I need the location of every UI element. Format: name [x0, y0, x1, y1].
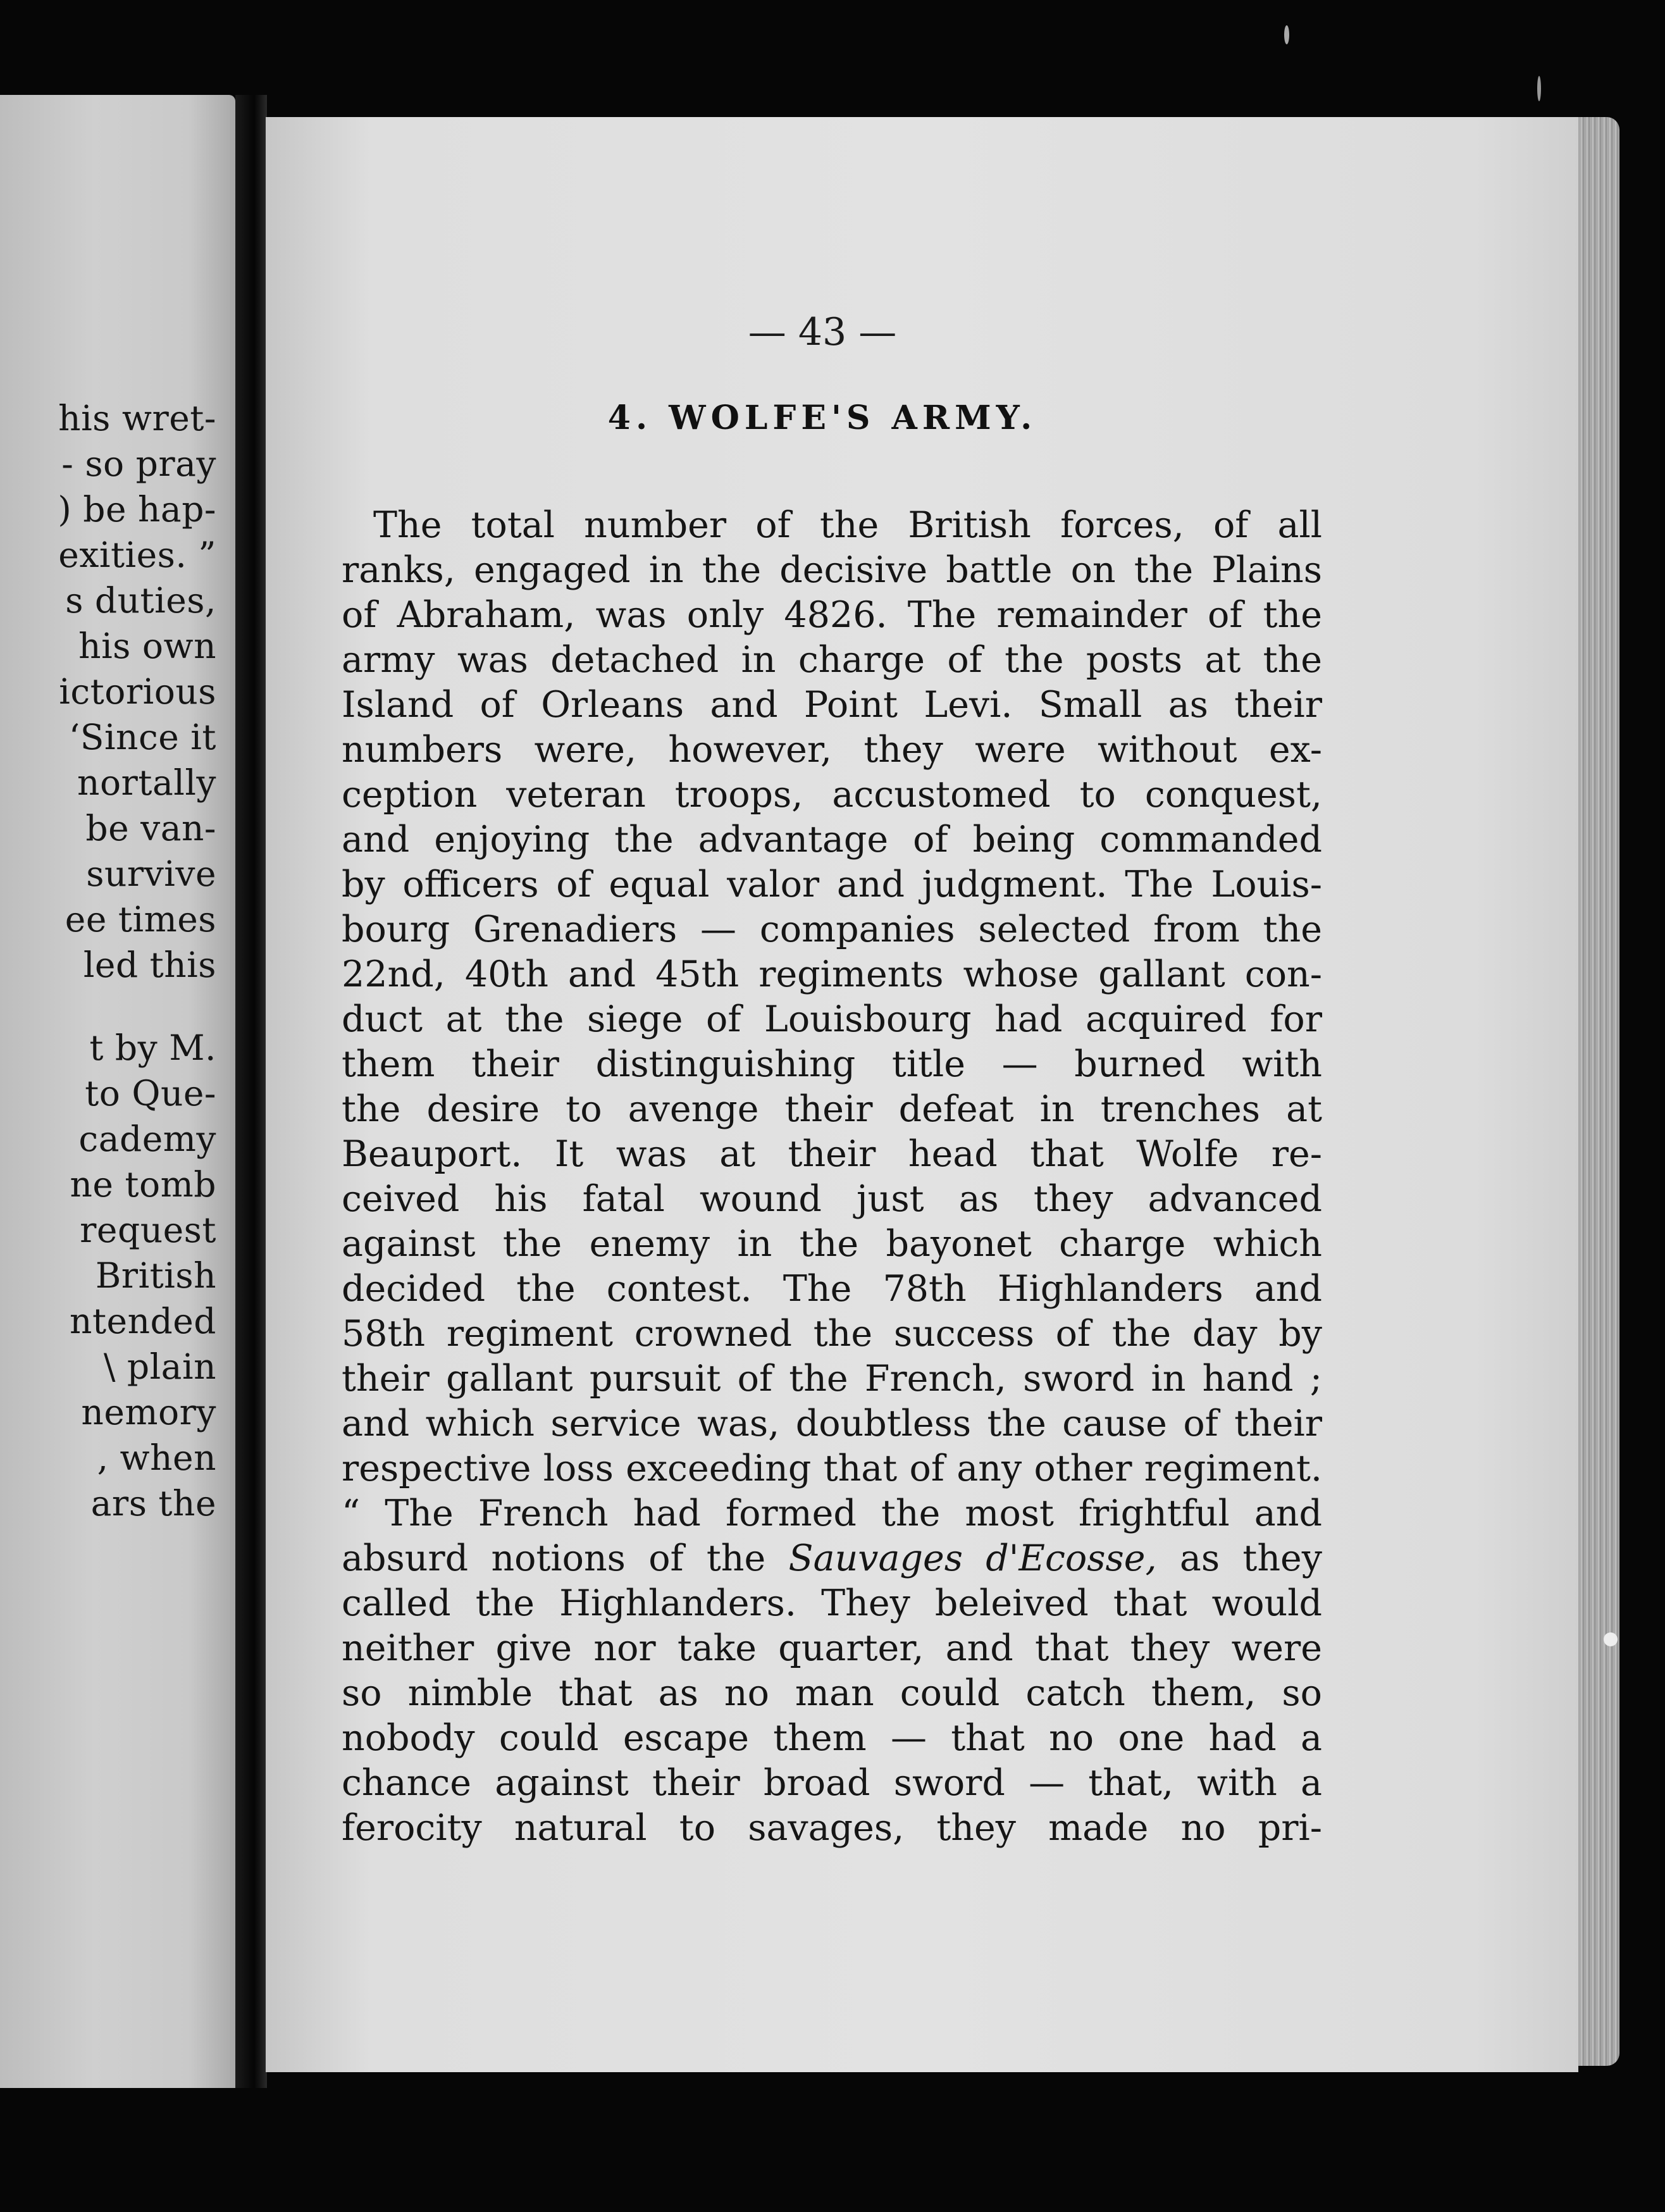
left-page-line: ars the [90, 1483, 216, 1524]
left-page-line: nemory [81, 1392, 216, 1432]
left-page-line: - so pray [61, 444, 216, 484]
left-page-line: \ plain [103, 1346, 216, 1387]
left-page-line: t by M. [89, 1028, 216, 1068]
left-page-line: ne tomb [70, 1164, 216, 1205]
chapter-heading: 4. WOLFE'S ARMY. [607, 399, 1037, 437]
left-page-line: exities. ” [58, 535, 216, 575]
left-page-line: nortally [77, 762, 216, 803]
body-text-line: “ The French had formed the most frightful and [342, 1493, 1322, 1534]
left-page-line: ‘Since it [68, 717, 216, 757]
left-page-line: be van- [85, 808, 216, 848]
body-text-line: bourg Grenadiers — companies selected from the [342, 909, 1322, 950]
body-text-line: Island of Orleans and Point Levi. Small as their [342, 684, 1322, 726]
body-text-line: them their distinguishing title — burned with [342, 1043, 1322, 1085]
body-text-line: 58th regiment crowned the success of the day by [342, 1313, 1322, 1355]
left-page-line: ictorious [59, 671, 216, 712]
body-text-line: of Abraham, was only 4826. The remainder of the [342, 594, 1322, 636]
left-page-line: request [80, 1210, 216, 1250]
body-text-line: nobody could escape them — that no one had a [342, 1717, 1322, 1759]
left-page-line: British [95, 1255, 216, 1296]
body-text-line: neither give nor take quarter, and that they were [342, 1627, 1322, 1669]
body-text-line: ception veteran troops, accustomed to conquest, [342, 774, 1322, 816]
body-text-line: and which service was, doubtless the cause of their [342, 1403, 1322, 1445]
left-page-line: to Que- [85, 1073, 216, 1114]
body-text-line: the desire to avenge their defeat in trenches at [342, 1088, 1322, 1130]
scan-speck [1604, 1632, 1618, 1646]
left-page-line: cademy [78, 1119, 216, 1159]
left-page-line: his wret- [58, 398, 216, 438]
body-text-line: chance against their broad sword — that, with a [342, 1762, 1322, 1804]
body-text-segment: as they [1156, 1538, 1322, 1579]
left-page-line: led this [83, 945, 216, 985]
body-text-line: decided the contest. The 78th Highlanders and [342, 1268, 1322, 1310]
body-text-line [342, 1536, 1322, 1581]
left-page-line: s duties, [65, 580, 216, 621]
body-text-segment: absurd notions of the [342, 1538, 789, 1579]
italic-phrase: Sauvages d'Ecosse, [788, 1538, 1157, 1579]
left-page-line: ntended [70, 1301, 216, 1341]
body-text-line: and enjoying the advantage of being commanded [342, 819, 1322, 861]
body-text-line: their gallant pursuit of the French, sword in hand ; [342, 1358, 1322, 1400]
body-text-line: 22nd, 40th and 45th regiments whose gallant con- [342, 954, 1322, 995]
page-number: — 43 — [748, 310, 897, 354]
body-text-line: against the enemy in the bayonet charge which [342, 1223, 1322, 1265]
body-text-line: The total number of the British forces, of all [373, 504, 1322, 546]
body-text-line: ceived his fatal wound just as they advanced [342, 1178, 1322, 1220]
body-text-line: Beauport. It was at their head that Wolfe re- [342, 1133, 1322, 1175]
body-text-line: ranks, engaged in the decisive battle on the Plains [342, 549, 1322, 591]
body-text-line: called the Highlanders. They beleived that would [342, 1582, 1322, 1624]
left-page-line: survive [86, 854, 216, 894]
body-text-line: numbers were, however, they were without ex- [342, 729, 1322, 771]
body-text-line: so nimble that as no man could catch them, so [342, 1672, 1322, 1714]
book-gutter [235, 95, 267, 2088]
body-text-line: duct at the siege of Louisbourg had acquired for [342, 998, 1322, 1040]
body-text-line: army was detached in charge of the posts at the [342, 639, 1322, 681]
left-page-line: ) be hap- [58, 489, 216, 530]
left-page-line: , when [97, 1438, 216, 1478]
scan-speck [1537, 76, 1541, 101]
left-page-line: his own [78, 626, 216, 666]
body-text-line: ferocity natural to savages, they made no pri- [342, 1807, 1322, 1849]
left-page [0, 95, 235, 2088]
body-text-line: by officers of equal valor and judgment. The Louis- [342, 864, 1322, 905]
left-page-line: ee times [65, 899, 216, 940]
scan-speck [1284, 25, 1289, 44]
body-text-line: respective loss exceeding that of any other regiment. [342, 1448, 1322, 1489]
